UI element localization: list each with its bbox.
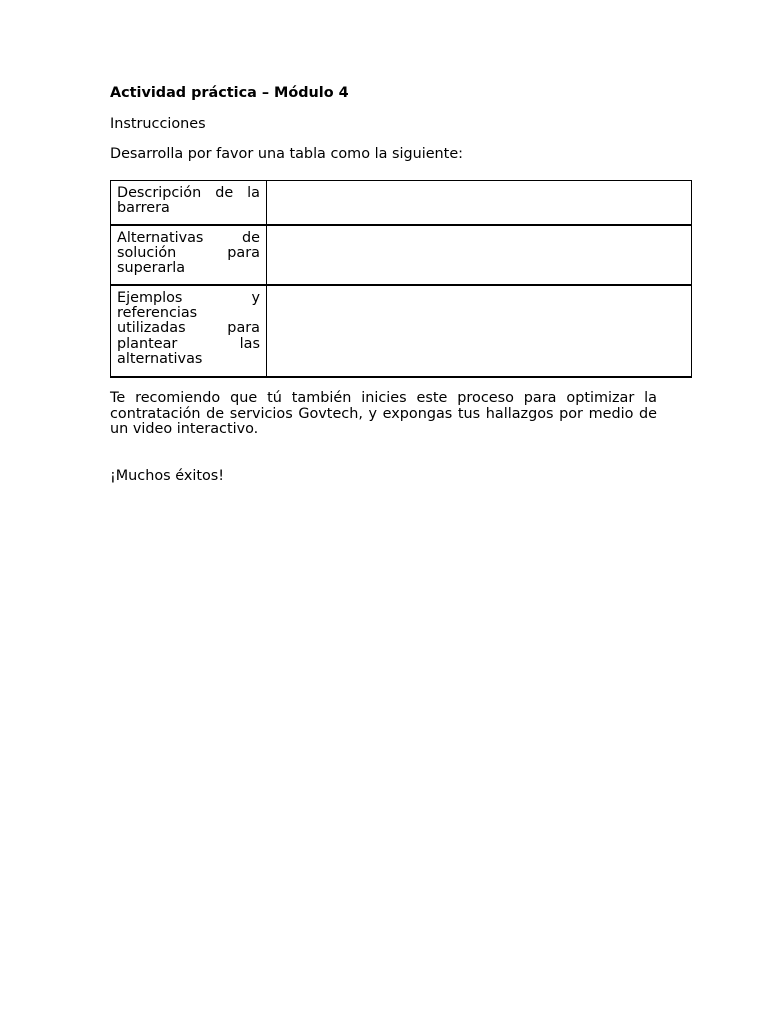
table-row [111,181,692,225]
table-cell-value [267,285,692,377]
row-label-solution-alternatives: Alternativas de solución para superarla [117,229,260,277]
table-cell-value [267,225,692,285]
table-cell-label [111,285,267,377]
table-row [111,225,692,285]
instructions-heading: Instrucciones [110,116,206,132]
closing-line: ¡Muchos éxitos! [110,468,225,484]
document-title: Actividad práctica – Módulo 4 [110,85,349,101]
table-cell-label [111,225,267,285]
table-cell-label [111,181,267,225]
recommendation-paragraph: Te recomiendo que tú también inicies este proceso para optimizar la contratación de servicios Govtech, y expongas tus hallazgos por medio de un video interactivo. [110,390,657,437]
table-cell-value [267,181,692,225]
row-label-barrier-description: Descripción de la barrera [117,185,260,217]
intro-paragraph: Desarrolla por favor una tabla como la siguiente: [110,146,464,162]
row-label-examples-references: Ejemplos y referencias utilizadas para plantear las alternativas [117,289,260,368]
table-row [111,285,692,377]
barrier-table [110,180,692,378]
